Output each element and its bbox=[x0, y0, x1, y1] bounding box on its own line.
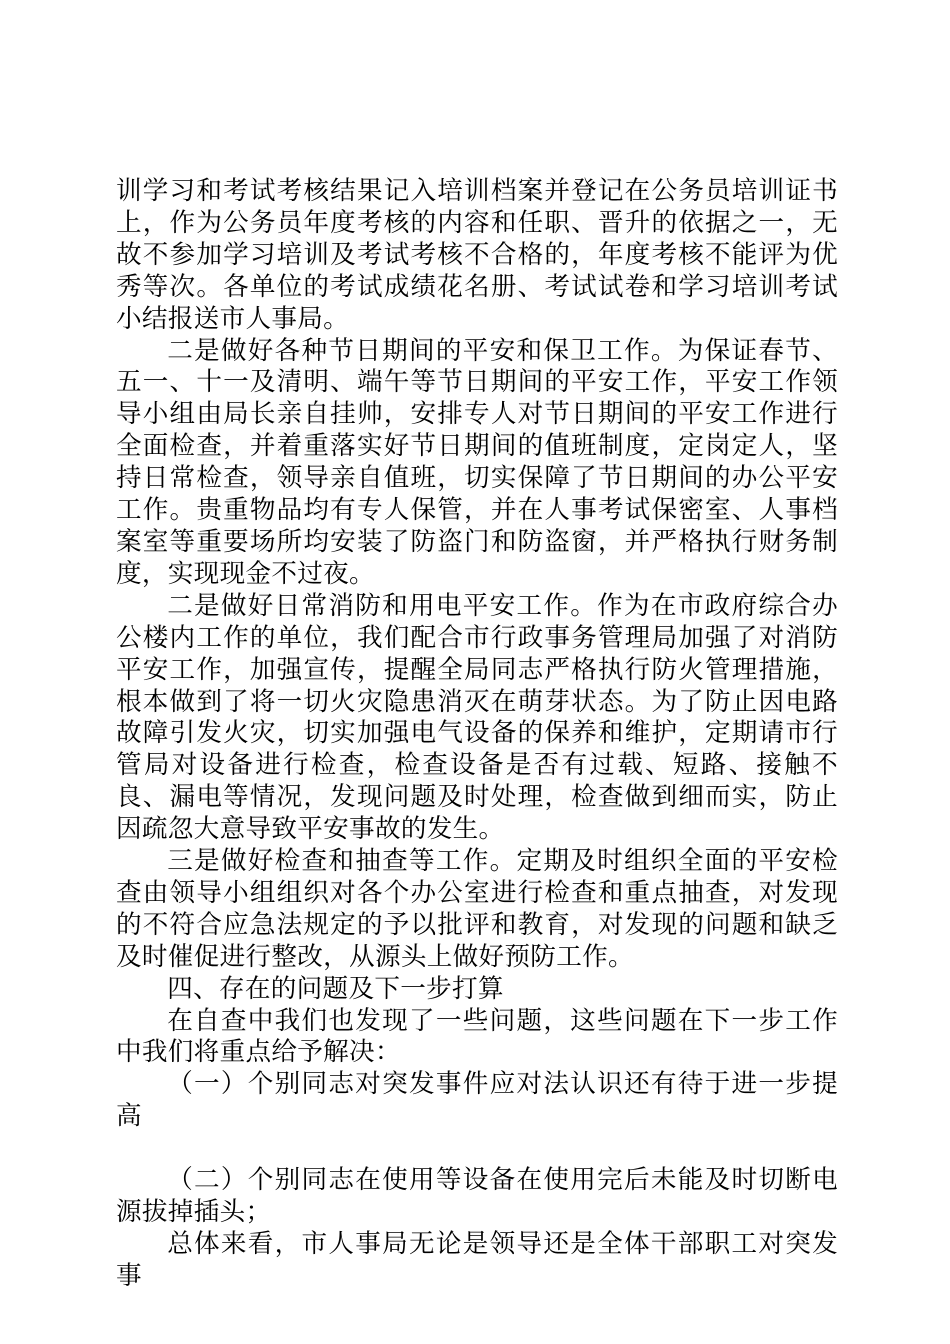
paragraph-summary: 总体来看，市人事局无论是领导还是全体干部职工对突发事 bbox=[116, 1229, 838, 1291]
paragraph-holiday-security: 二是做好各种节日期间的平安和保卫工作。为保证春节、五一、十一及清明、端午等节日期间的平安工作，平安工作领导小组由局长亲自挂帅，安排专人对节日期间的平安工作进行全面检查，并着重落实好节日期间的值班制度，定岗定人，坚持日常检查，领导亲自值班，切实保障了节日期间的办公平安工作。贵重物品均有专人保管，并在人事考试保密室、人事档案室等重要场所均安装了防盗门和防盗窗，并严格执行财务制度，实现现金不过夜。 bbox=[116, 335, 838, 589]
section-heading-problems: 四、存在的问题及下一步打算 bbox=[167, 973, 504, 1004]
document-body bbox=[116, 176, 838, 1293]
list-item-problem-2: （二）个别同志在使用等设备在使用完后未能及时切断电源拔掉插头； bbox=[116, 1165, 838, 1228]
list-item-problem-1: （一）个别同志对突发事件应对法认识还有待于进一步提高 bbox=[116, 1069, 838, 1132]
paragraph-inspection: 三是做好检查和抽查等工作。定期及时组织全面的平安检查由领导小组组织对各个办公室进行检查和重点抽查，对发现的不符合应急法规定的予以批评和教育，对发现的问题和缺乏及时催促进行整改，从源头上做好预防工作。 bbox=[116, 846, 838, 972]
paragraph-self-check: 在自查中我们也发现了一些问题，这些问题在下一步工作中我们将重点给予解决： bbox=[116, 1005, 838, 1068]
paragraph-training-records: 训学习和考试考核结果记入培训档案并登记在公务员培训证书上，作为公务员年度考核的内容和任职、晋升的依据之一，无故不参加学习培训及考试考核不合格的，年度考核不能评为优秀等次。各单位的考试成绩花名册、考试试卷和学习培训考试小结报送市人事局。 bbox=[116, 176, 838, 334]
paragraph-fire-electric-safety: 二是做好日常消防和用电平安工作。作为在市政府综合办公楼内工作的单位，我们配合市行政事务管理局加强了对消防平安工作，加强宣传，提醒全局同志严格执行防火管理措施，根本做到了将一切火灾隐患消灭在萌芽状态。为了防止因电路故障引发火灾，切实加强电气设备的保养和维护，定期请市行管局对设备进行检查，检查设备是否有过载、短路、接触不良、漏电等情况，发现问题及时处理，检查做到细而实，防止因疏忽大意导致平安事故的发生。 bbox=[116, 590, 838, 845]
